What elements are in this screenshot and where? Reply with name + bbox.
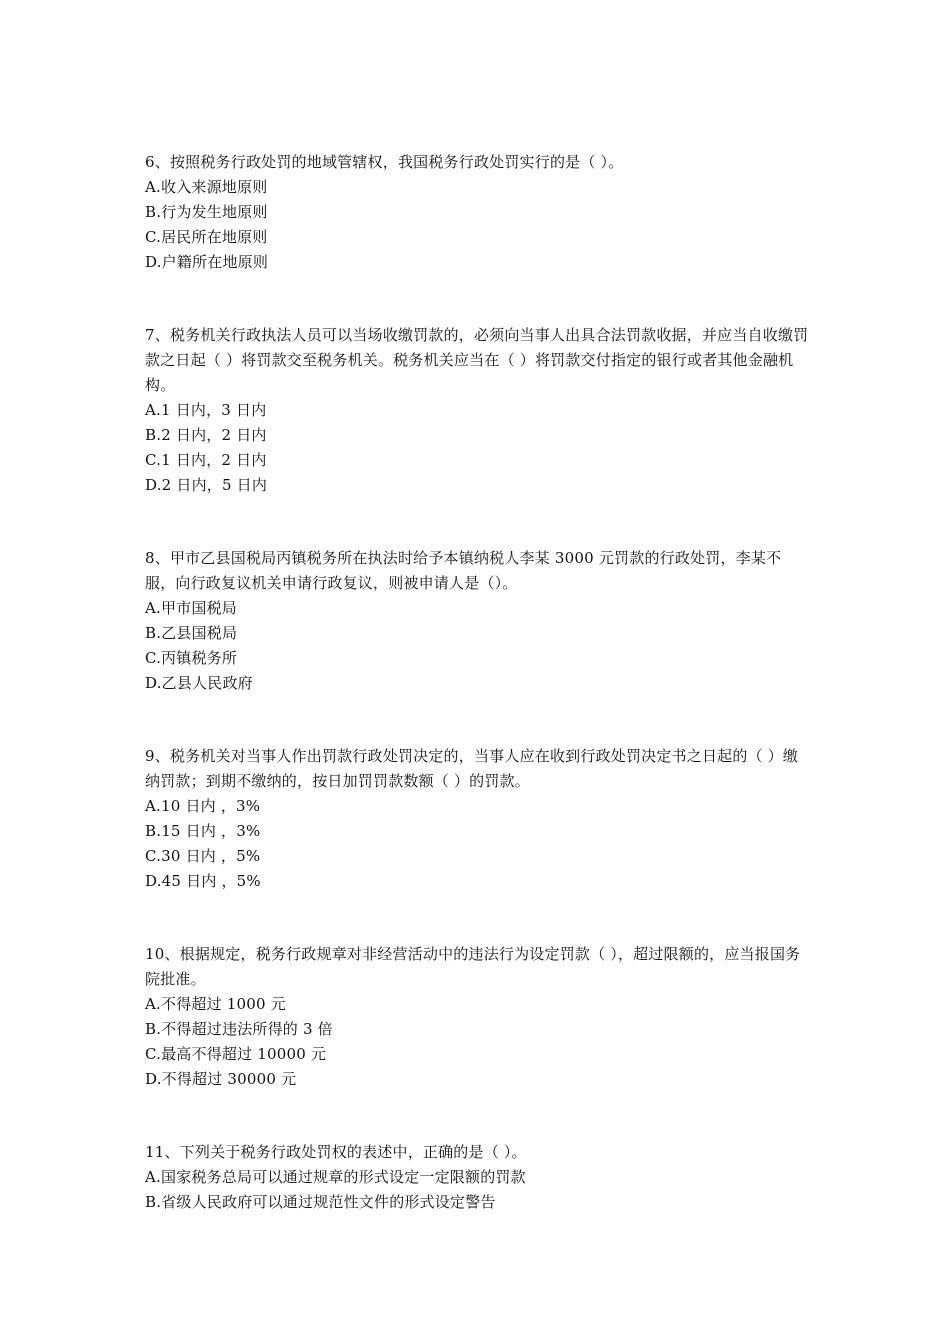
option-c: C.30 日内 ，5% xyxy=(145,847,261,865)
option-b: B.不得超过违法所得的 3 倍 xyxy=(145,1020,333,1038)
option-b: B.省级人民政府可以通过规范性文件的形式设定警告 xyxy=(145,1193,496,1211)
question-7 xyxy=(145,323,810,498)
option-d: D.乙县人民政府 xyxy=(145,674,253,692)
question-stem: 8、甲市乙县国税局丙镇税务所在执法时给予本镇纳税人李某 3000 元罚款的行政处罚，李某不服，向行政复议机关申请行政复议，则被申请人是（）。 xyxy=(145,549,782,592)
question-11 xyxy=(145,1140,810,1215)
option-b: B.2 日内，2 日内 xyxy=(145,426,267,444)
option-a: A.收入来源地原则 xyxy=(145,178,268,196)
option-c: C.居民所在地原则 xyxy=(145,228,268,246)
question-10 xyxy=(145,942,810,1092)
option-b: B.乙县国税局 xyxy=(145,624,238,642)
option-a: A.甲市国税局 xyxy=(145,599,238,617)
option-a: A.1 日内，3 日内 xyxy=(145,401,267,419)
question-stem: 9、税务机关对当事人作出罚款行政处罚决定的，当事人应在收到行政处罚决定书之日起的（ ）缴纳罚款；到期不缴纳的，按日加罚罚款数额（ ）的罚款。 xyxy=(145,747,799,790)
question-8 xyxy=(145,546,810,696)
option-d: D.不得超过 30000 元 xyxy=(145,1070,297,1088)
option-c: C.1 日内，2 日内 xyxy=(145,451,267,469)
question-6 xyxy=(145,150,810,275)
option-a: A.10 日内 ，3% xyxy=(145,797,261,815)
question-stem: 6、按照税务行政处罚的地域管辖权，我国税务行政处罚实行的是（ ）。 xyxy=(145,153,624,171)
option-c: C.丙镇税务所 xyxy=(145,649,238,667)
question-stem: 10、根据规定，税务行政规章对非经营活动中的违法行为设定罚款（ ），超过限额的，应当报国务院批准。 xyxy=(145,945,801,988)
option-d: D.户籍所在地原则 xyxy=(145,253,269,271)
question-stem: 7、税务机关行政执法人员可以当场收缴罚款的，必须向当事人出具合法罚款收据，并应当自收缴罚款之日起（ ）将罚款交至税务机关。税务机关应当在（ ）将罚款交付指定的银行或者其他金融机构。 xyxy=(145,326,809,394)
option-a: A.国家税务总局可以通过规章的形式设定一定限额的罚款 xyxy=(145,1168,526,1186)
option-d: D.2 日内，5 日内 xyxy=(145,476,268,494)
document-page xyxy=(145,150,810,1263)
question-stem: 11、下列关于税务行政处罚权的表述中，正确的是（ ）。 xyxy=(145,1143,527,1161)
option-a: A.不得超过 1000 元 xyxy=(145,995,286,1013)
question-9 xyxy=(145,744,810,894)
option-b: B.15 日内 ，3% xyxy=(145,822,261,840)
option-d: D.45 日内 ，5% xyxy=(145,872,261,890)
option-c: C.最高不得超过 10000 元 xyxy=(145,1045,327,1063)
option-b: B.行为发生地原则 xyxy=(145,203,268,221)
